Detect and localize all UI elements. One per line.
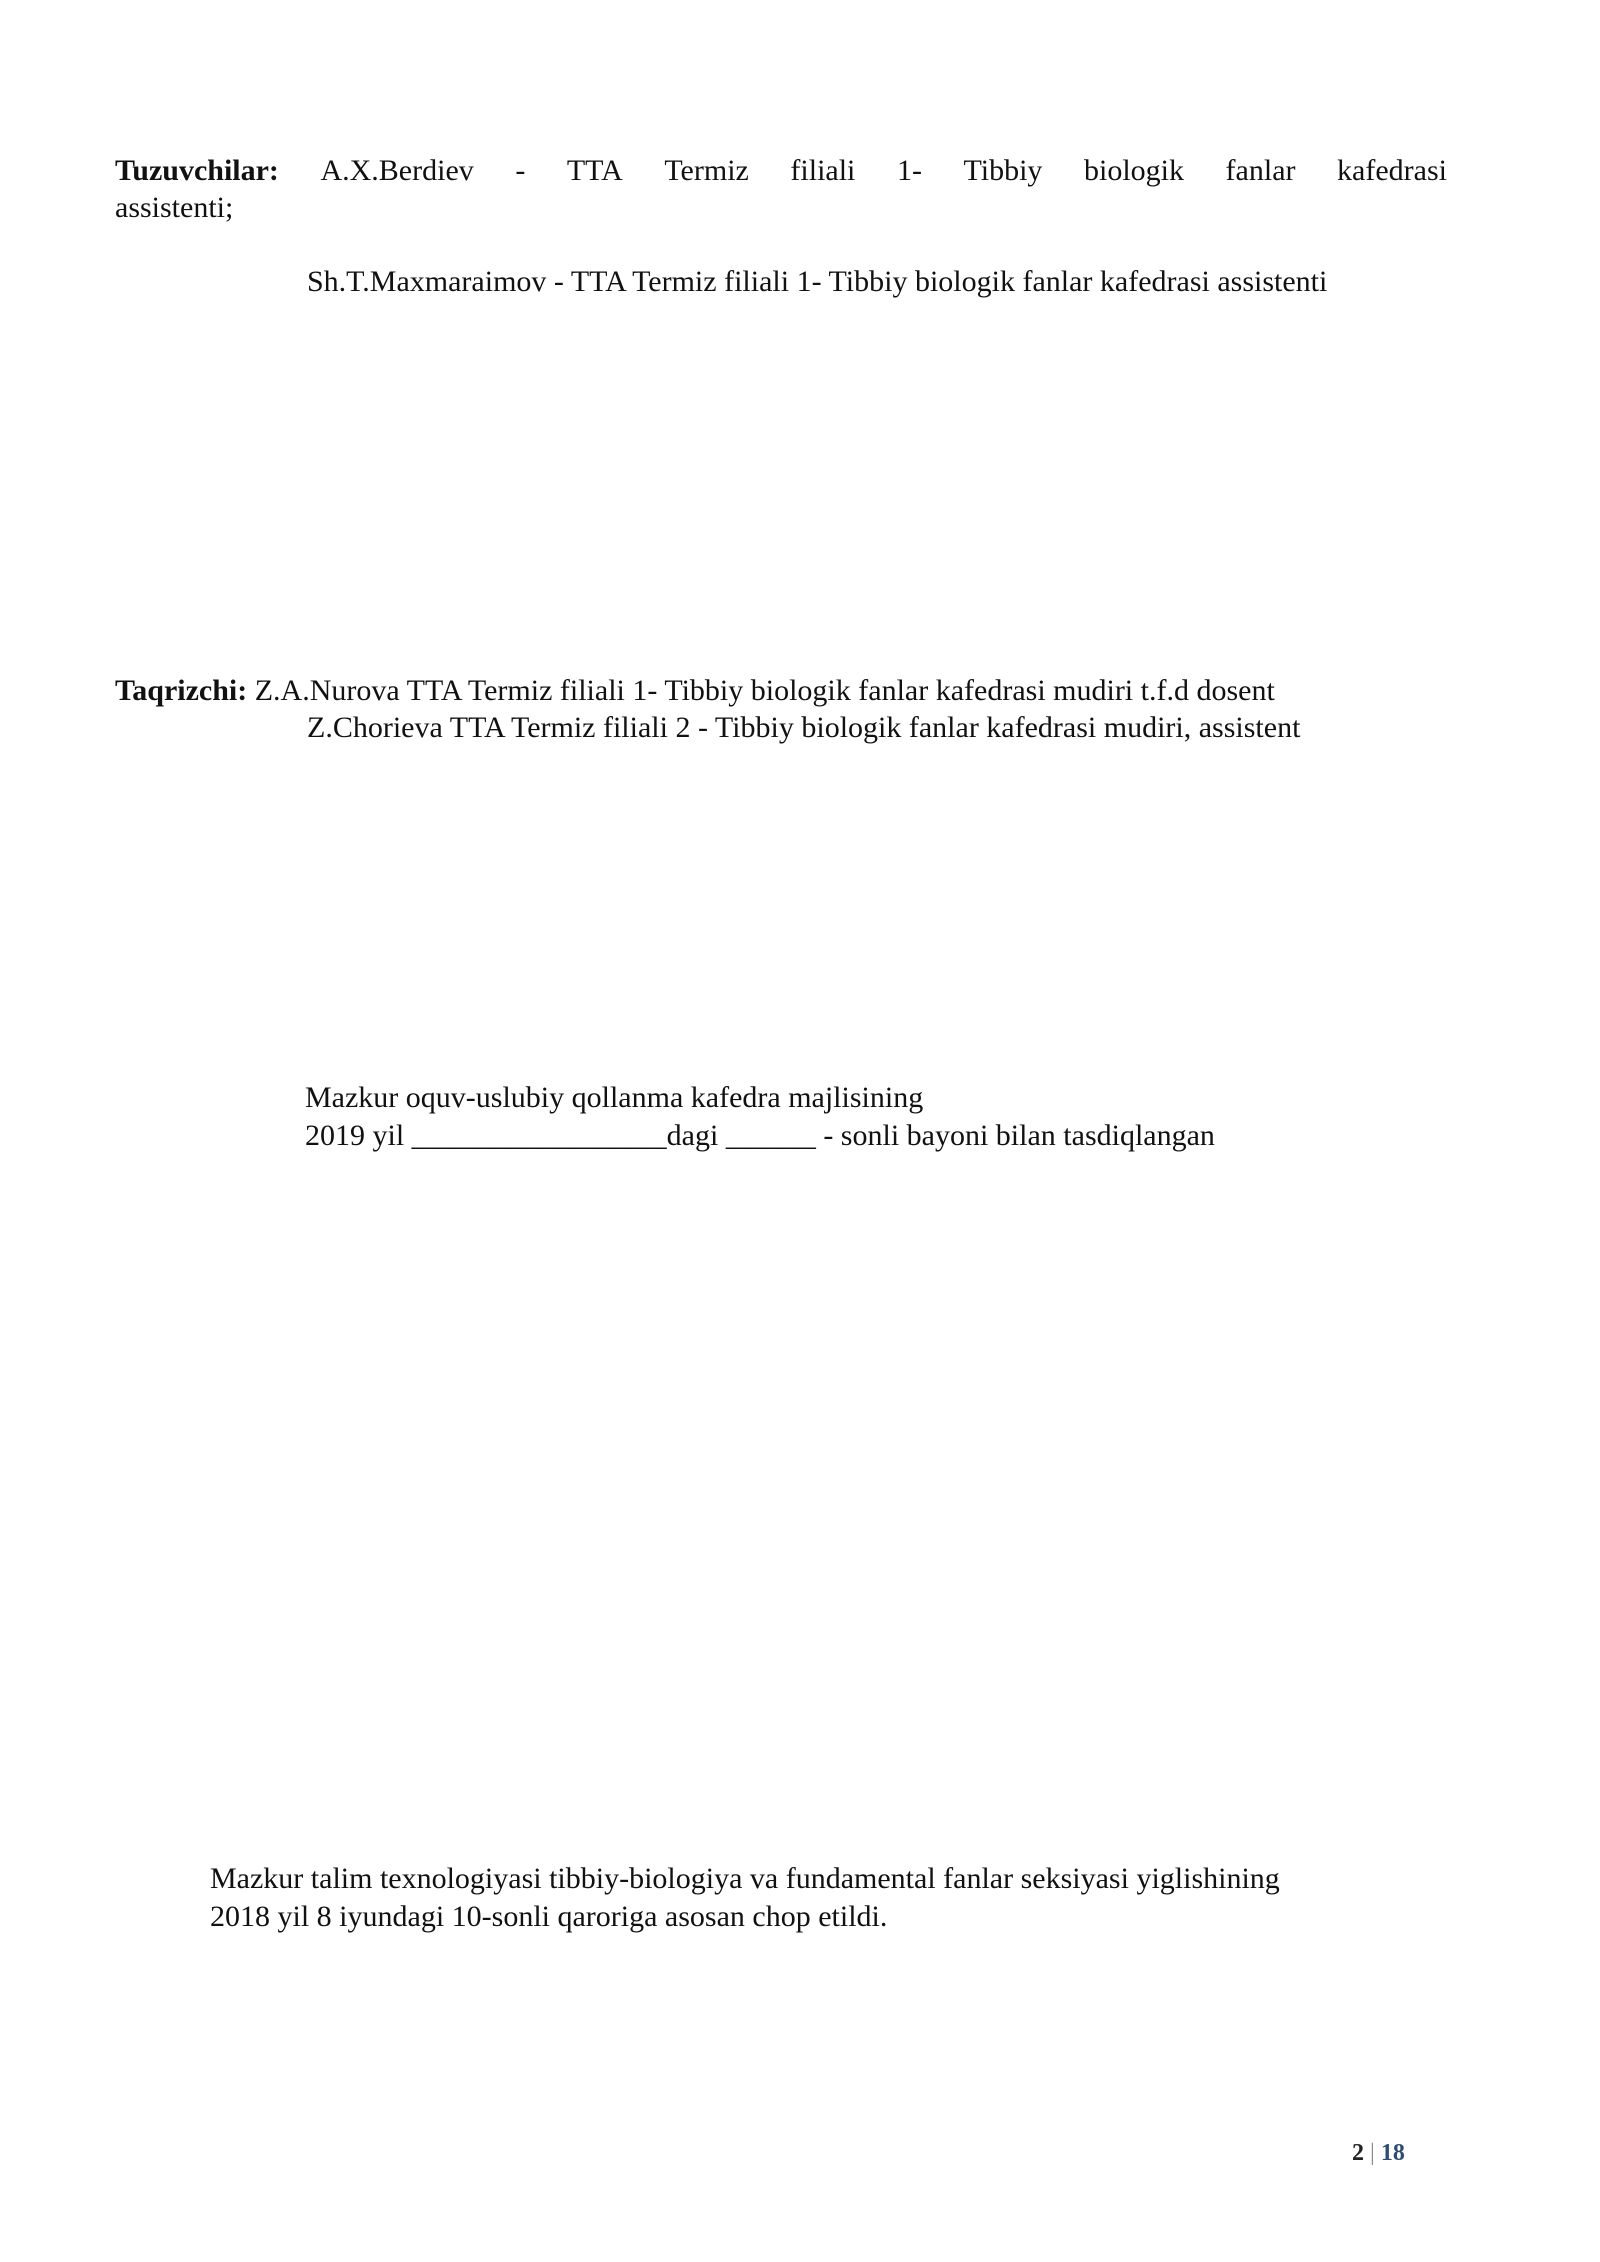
authors-word: 1- — [896, 154, 922, 187]
page-separator: | — [1370, 2140, 1375, 2166]
authors-line-continuation: assistenti; — [115, 191, 234, 224]
approval-line: Mazkur oquv-uslubiy qollanma kafedra majlisining — [305, 1081, 924, 1114]
authors-word: Tibbiy — [963, 154, 1043, 187]
publication-note-line: 2018 yil 8 iyundagi 10-sonli qaroriga asosan chop etildi. — [210, 1900, 888, 1933]
authors-word: TTA — [566, 154, 623, 187]
first-reviewer: Z.A.Nurova TTA Termiz filiali 1- Tibbiy biologik fanlar kafedrasi mudiri t.f.d dosent — [254, 674, 1275, 707]
authors-word: Termiz — [664, 154, 749, 187]
authors-word: - — [515, 154, 526, 187]
authors-word: kafedrasi — [1337, 154, 1447, 187]
authors-word: biologik — [1083, 154, 1184, 187]
reviewer-line — [115, 672, 1275, 710]
authors-word: filiali — [790, 154, 856, 187]
second-reviewer: Z.Chorieva TTA Termiz filiali 2 - Tibbiy biologik fanlar kafedrasi mudiri, assistent — [307, 711, 1301, 744]
page-current: 2 — [1352, 2140, 1364, 2166]
page-total: 18 — [1380, 2140, 1405, 2166]
authors-line — [115, 152, 1447, 190]
reviewers-heading: Taqrizchi: — [115, 674, 248, 707]
second-author: Sh.T.Maxmaraimov - TTA Termiz filiali 1- Tibbiy biologik fanlar kafedrasi assistenti — [307, 265, 1328, 298]
authors-word: A.X.Berdiev — [320, 154, 474, 187]
page-number — [1352, 2140, 1405, 2167]
publication-note-line: Mazkur talim texnologiyasi tibbiy-biologiya va fundamental fanlar seksiyasi yiglishining — [210, 1862, 1280, 1895]
authors-heading: Tuzuvchilar: — [115, 154, 279, 187]
authors-word: fanlar — [1225, 154, 1296, 187]
approval-line: 2019 yil _________________dagi ______ - sonli bayoni bilan tasdiqlangan — [305, 1119, 1215, 1152]
